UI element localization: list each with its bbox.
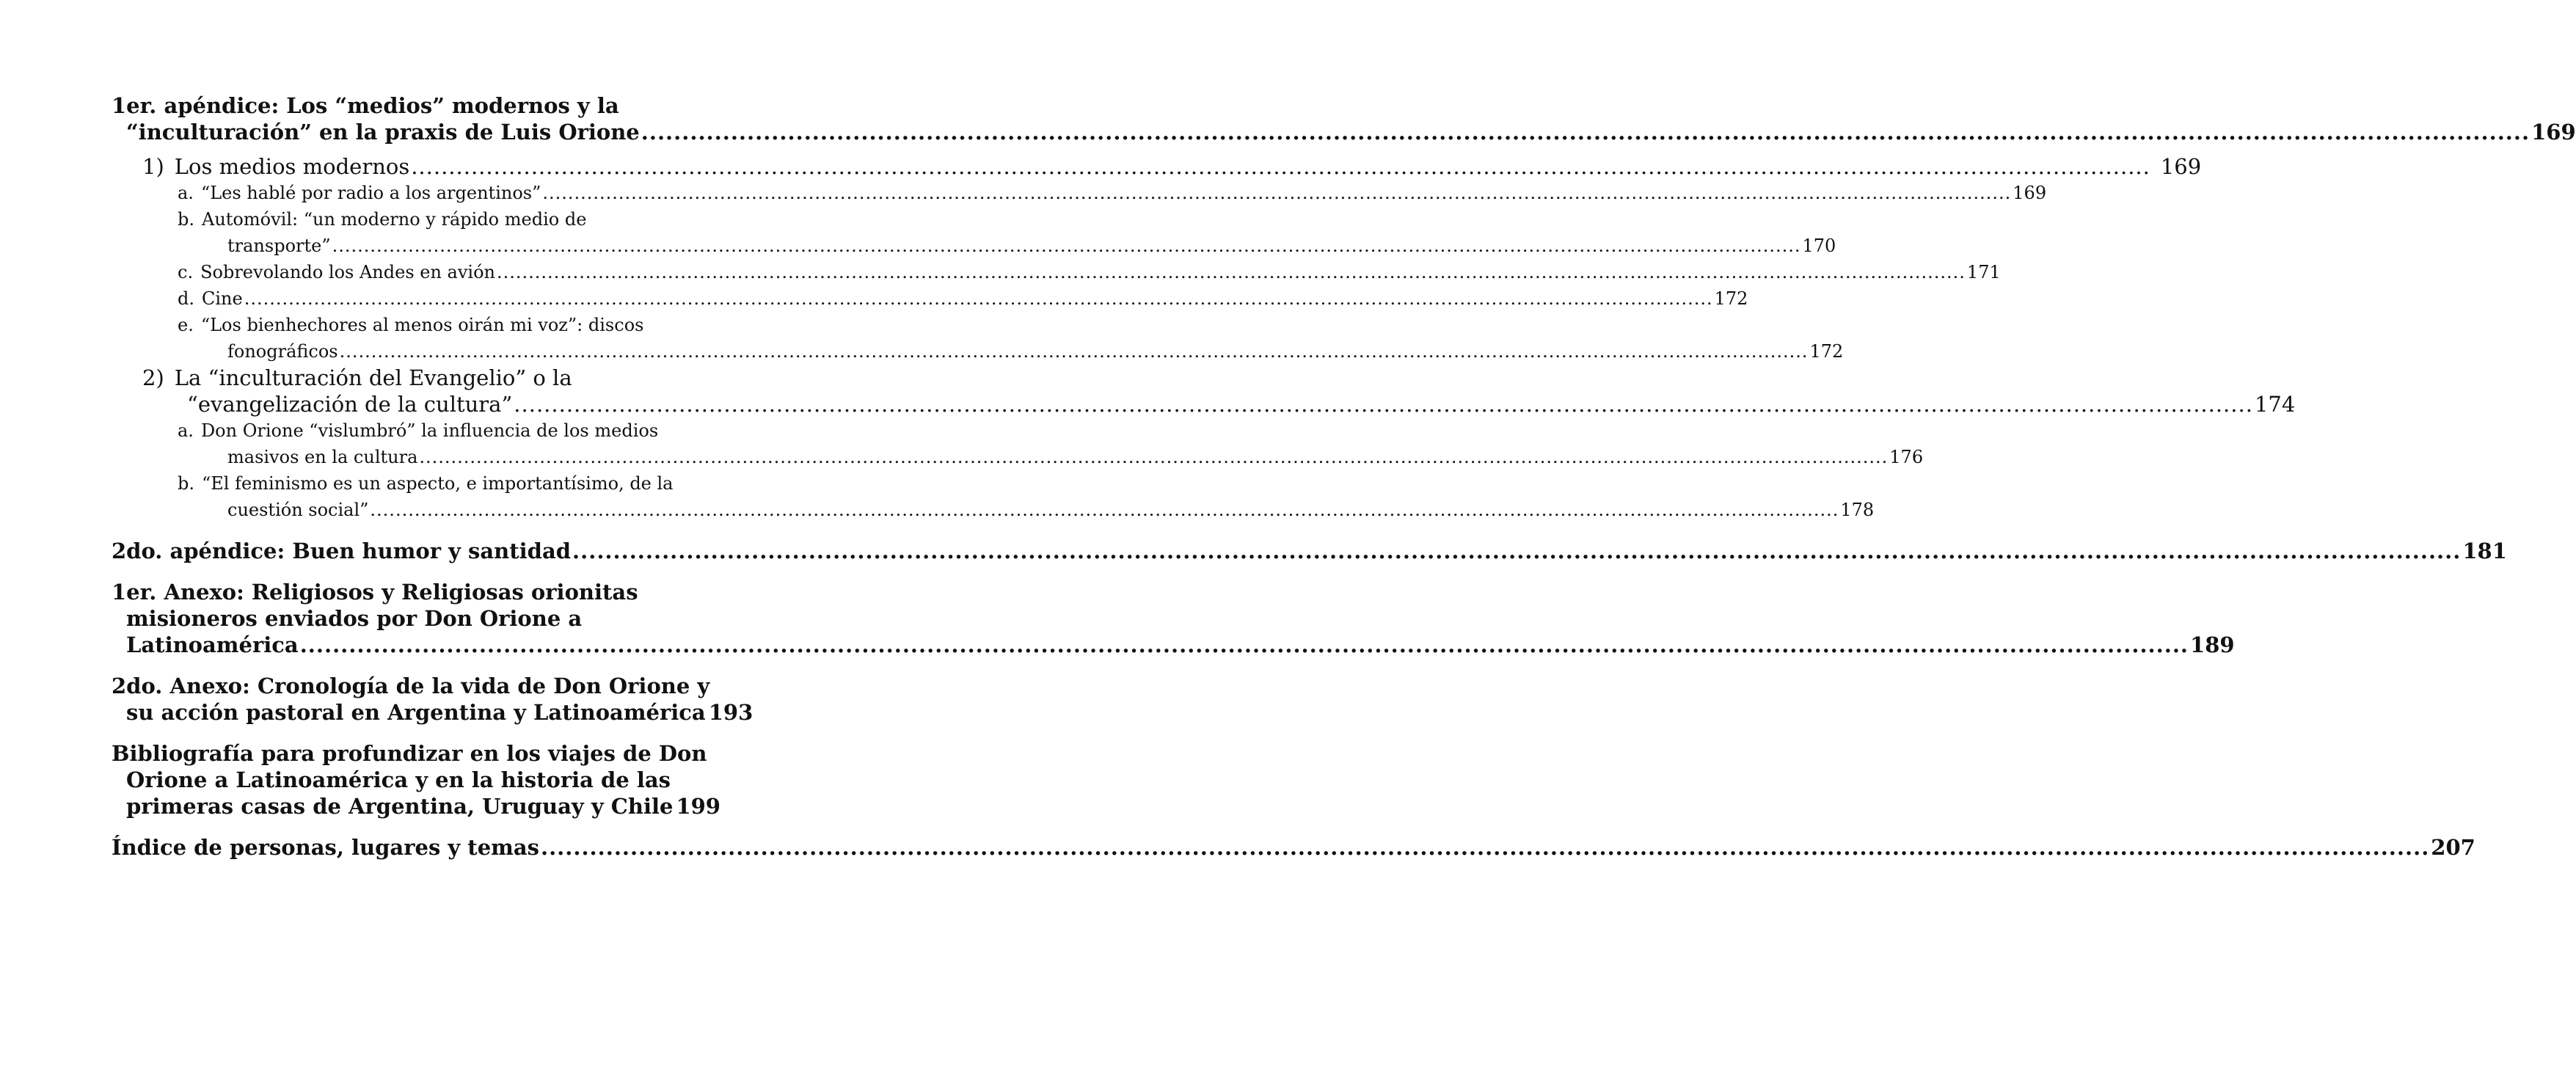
page-number: 178 [1840, 500, 1875, 520]
entry-label: 2do. apéndice [112, 539, 277, 563]
toc-entry-annex-2[interactable] [112, 673, 754, 726]
toc-entry-line [112, 92, 675, 119]
entry-title: Cronología de la vida de Don Orione y [249, 673, 710, 698]
entry-title-continued: primeras casas de Argentina, Uruguay y Chile [126, 794, 674, 819]
dot-leader [340, 338, 1809, 365]
entry-title: para profundizar en los viajes de Don [253, 741, 707, 766]
item-letter: b. [178, 473, 194, 494]
toc-entry-line [112, 391, 2296, 417]
entry-label: 2do. Anexo: [112, 673, 250, 698]
page-number: 193 [708, 700, 754, 725]
toc-subentry-2b[interactable] [112, 470, 1875, 523]
toc-entry-section-2[interactable] [112, 365, 2296, 417]
toc-subentry-1e[interactable] [112, 312, 1844, 365]
section-title-continued: “evangelización de la cultura” [187, 392, 513, 417]
toc-entry-line [112, 470, 675, 497]
item-title: Automóvil: “un moderno y rápido medio de [202, 209, 587, 230]
page-number: 207 [2431, 835, 2475, 860]
toc-entry-annex-1[interactable] [112, 579, 2235, 658]
entry-label: 1er. Anexo: [112, 580, 244, 605]
toc-entry-line [112, 444, 1924, 470]
item-letter: e. [178, 315, 194, 335]
page-number: 172 [1714, 288, 1748, 309]
item-title-continued: fonográficos [227, 341, 338, 362]
item-title: “Les hablé por radio a los argentinos” [200, 183, 541, 203]
dot-leader [514, 391, 2253, 417]
item-title: Cine [202, 288, 243, 309]
toc-entry-line: Orione a Latinoamérica y en la historia de las [126, 767, 671, 792]
dot-leader [542, 180, 2011, 206]
entry-label: 1er. apéndice [112, 93, 271, 118]
entry-title: Los “medios” modernos y la [279, 93, 619, 118]
toc-entry-line [112, 740, 707, 767]
entry-title-continued: Latinoamérica [126, 632, 299, 657]
page-number: 169 [2531, 120, 2576, 145]
item-letter: d. [178, 288, 194, 309]
item-letter: b. [178, 209, 194, 230]
item-title: Don Orione “vislumbró” la influencia de los medios [200, 420, 659, 441]
entry-separator: : [277, 539, 285, 563]
dot-leader [572, 538, 2461, 564]
entry-label: Bibliografía [112, 741, 254, 766]
toc-entry-bibliography[interactable] [112, 740, 720, 819]
toc-entry-appendix-2[interactable] [112, 538, 2507, 564]
dot-leader [370, 497, 1839, 523]
item-title: “El feminismo es un aspecto, e importantísimo, de la [202, 473, 674, 494]
table-of-contents [112, 92, 2576, 861]
toc-entry-line [112, 365, 675, 391]
section-title: La “inculturación del Evangelio” o la [174, 365, 572, 390]
toc-entry-line [112, 312, 675, 338]
toc-entry-appendix-1[interactable] [112, 92, 2576, 145]
section-title: Los medios modernos [174, 154, 410, 179]
item-title-continued: cuestión social” [227, 500, 369, 520]
toc-entry-index[interactable] [112, 834, 2475, 861]
page-number: 174 [2254, 392, 2296, 417]
toc-entry-line [112, 338, 1844, 365]
page-number: 189 [2190, 632, 2235, 657]
toc-subentry-1a[interactable] [112, 180, 2047, 206]
toc-entry-line [112, 673, 710, 699]
item-title-continued: masivos en la cultura [227, 447, 418, 467]
section-number: 2) [142, 365, 164, 390]
toc-entry-section-1[interactable] [112, 153, 2202, 180]
toc-subentry-1c[interactable] [112, 259, 2001, 285]
page-number: 171 [1966, 262, 2001, 282]
toc-subentry-1d[interactable] [112, 285, 1748, 312]
entry-title: Religiosos y Religiosas orionitas [244, 580, 638, 605]
section-number: 1) [142, 154, 164, 179]
toc-entry-line [112, 699, 754, 726]
page-number: 169 [2160, 154, 2202, 179]
item-letter: a. [178, 420, 194, 441]
page-number: 172 [1809, 341, 1844, 362]
toc-subentry-1b[interactable] [112, 206, 1836, 259]
entry-title: Índice de personas, lugares y temas [112, 835, 539, 860]
dot-leader [244, 285, 1713, 312]
dot-leader [411, 153, 2150, 180]
dot-leader [641, 119, 2530, 145]
dot-leader [332, 233, 1801, 259]
entry-title-continued: su acción pastoral en Argentina y Latinoamérica [126, 700, 706, 725]
page-number: 170 [1802, 236, 1836, 256]
item-title: “Los bienhechores al menos oirán mi voz”: discos [200, 315, 644, 335]
item-title-continued: transporte” [227, 236, 331, 256]
page-number: 176 [1889, 447, 1924, 467]
item-title: Sobrevolando los Andes en avión [200, 262, 496, 282]
toc-entry-line [112, 119, 2576, 145]
dot-leader [300, 632, 2189, 658]
toc-subentry-2a[interactable] [112, 417, 1924, 470]
entry-separator: : [271, 93, 280, 118]
dot-leader [497, 259, 1966, 285]
toc-entry-line [112, 579, 675, 605]
page-number: 181 [2462, 539, 2507, 563]
toc-entry-line [112, 632, 2235, 658]
toc-entry-line: misioneros enviados por Don Orione a [126, 606, 583, 631]
item-letter: a. [178, 183, 194, 203]
page-number: 169 [2013, 183, 2047, 203]
entry-title: Buen humor y santidad [285, 539, 572, 563]
toc-entry-line [112, 793, 720, 819]
dot-leader [541, 834, 2429, 861]
toc-entry-line [112, 206, 675, 233]
toc-entry-line [112, 233, 1836, 259]
toc-entry-line [112, 497, 1875, 523]
entry-title-continued: “inculturación” en la praxis de Luis Orione [126, 120, 640, 145]
item-letter: c. [178, 262, 194, 282]
page-number: 199 [676, 794, 720, 819]
toc-entry-line [112, 417, 675, 444]
dot-leader [419, 444, 1888, 470]
